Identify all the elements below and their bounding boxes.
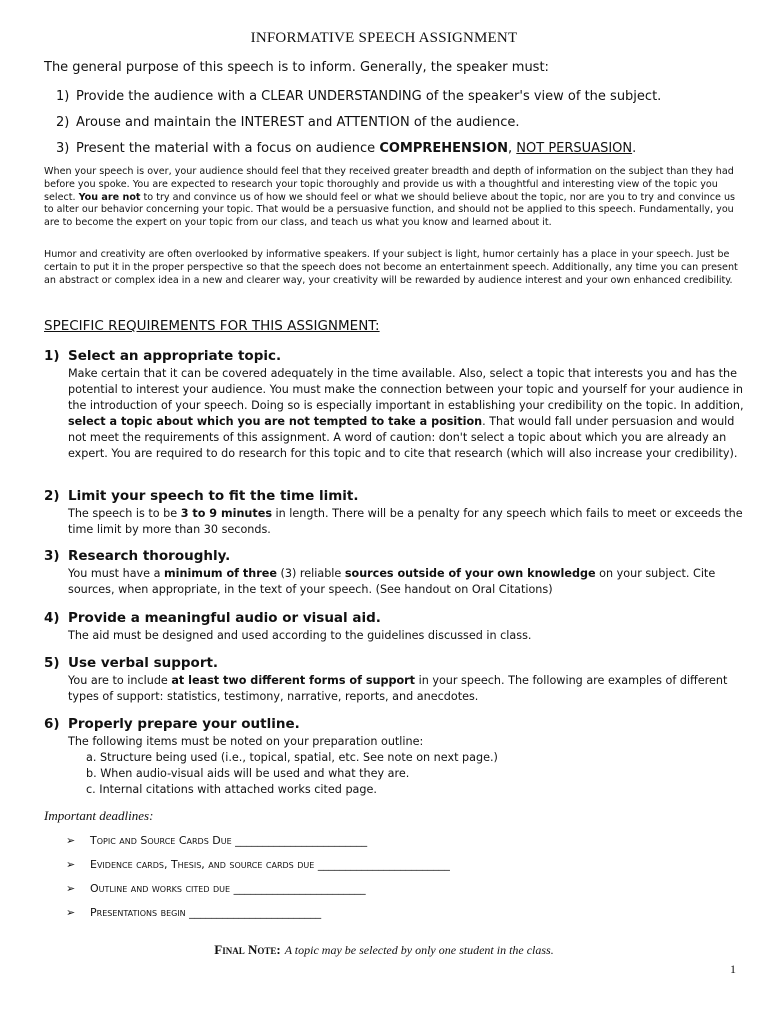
requirement-section — [44, 548, 744, 598]
requirement-number: 6) — [44, 716, 60, 732]
requirement-title — [44, 488, 744, 506]
requirement-body — [68, 566, 744, 598]
deadline-blank: ________________________ — [231, 834, 368, 847]
body-text: (3) reliable — [276, 567, 345, 580]
requirement-title-text: Provide a meaningful audio or visual aid. — [68, 610, 381, 626]
body-bold-text: select a topic about which you are not tempted to take a position — [68, 415, 483, 428]
purpose-item — [56, 114, 661, 140]
requirement-section — [44, 716, 744, 798]
body-text: The speech is to be — [68, 507, 181, 520]
deadlines-label: Important deadlines: — [44, 808, 154, 823]
deadline-label: Topic and Source Cards Due — [90, 834, 232, 847]
paragraph-text: to try and convince us of how we should feel or what we should believe about the topic, nor are you to try and convince us to alter our behavior concerning your topic. That would be a persuasive function, and should not be applied to this speech. Fundamentally, you are to become the expert on your topic from our class, and teach us what you know and learned about it. — [44, 191, 736, 229]
final-note-label: Final Note: — [214, 942, 281, 957]
requirement-number: 2) — [44, 488, 60, 504]
body-bold-text: 3 to 9 minutes — [180, 507, 272, 520]
document-title: INFORMATIVE SPEECH ASSIGNMENT — [250, 30, 518, 46]
body-bold-text: minimum of three — [164, 567, 277, 580]
paragraph-purpose — [44, 166, 738, 230]
arrow-bullet-icon: ➢ — [66, 834, 76, 847]
deadline-item — [66, 882, 450, 906]
requirement-body — [68, 734, 744, 798]
final-note-text: A topic may be selected by only one student in the class. — [284, 943, 554, 957]
requirement-title — [44, 348, 744, 366]
body-text: You must have a — [68, 567, 165, 580]
purpose-bold-text: COMPREHENSION — [379, 141, 509, 156]
requirement-title — [44, 655, 744, 673]
deadline-blank: ________________________ — [185, 906, 322, 919]
outline-item: b. When audio-visual aids will be used and what they are. — [86, 767, 410, 780]
body-text: in length. There will be a penalty for any speech which fails to meet or exceeds the time limit by more than 30 seconds. — [68, 507, 743, 536]
deadline-label: Outline and works cited due — [90, 882, 231, 895]
body-text: Make certain that it can be covered adequately in the time available. Also, select a topic that interests you and has the potential to interest your audience. You must make the connection between your topic and yourself for your audience in the introduction of your speech. Doing so is especially important in establishing your credibility on the topic. In addition, — [68, 367, 744, 412]
purpose-item — [56, 88, 661, 114]
requirement-body — [68, 673, 744, 705]
purpose-end: . — [632, 141, 637, 156]
paragraph-text: When your speech is over, your audience should feel that they received greater breadth and depth of information on the subject than they had before you spoke. You are expected to research your topic thoroughly and provide us with a thoughtful and interesting view of the topic you select. — [44, 166, 734, 203]
deadline-label: Evidence cards, Thesis, and source cards due — [90, 858, 315, 871]
body-text: You are to include — [68, 674, 172, 687]
requirement-title-text: Research thoroughly. — [68, 548, 231, 564]
purpose-underline-text: NOT PERSUASION — [516, 141, 633, 156]
outline-item: a. Structure being used (i.e., topical, spatial, etc. See note on next page.) — [86, 751, 498, 764]
requirement-body — [68, 506, 744, 538]
body-text: The following items must be noted on your preparation outline: — [68, 735, 424, 748]
deadline-item — [66, 858, 450, 882]
page-number: 1 — [730, 962, 736, 976]
requirement-number: 3) — [44, 548, 60, 564]
requirement-number: 5) — [44, 655, 60, 671]
purpose-text: Present the material with a focus on audience — [76, 141, 380, 156]
requirement-title — [44, 716, 744, 734]
outline-item: c. Internal citations with attached works cited page. — [86, 783, 377, 796]
paragraph-bold-text: You are not — [78, 191, 141, 203]
outline-item-list — [68, 750, 744, 798]
requirement-section — [44, 488, 744, 538]
requirement-title — [44, 610, 744, 628]
requirement-section — [44, 348, 744, 462]
deadline-label: Presentations begin — [90, 906, 186, 919]
purpose-item — [56, 140, 661, 166]
requirement-body: The aid must be designed and used according to the guidelines discussed in class. — [68, 629, 532, 642]
requirement-title-text: Use verbal support. — [68, 655, 219, 671]
deadline-blank: ________________________ — [230, 882, 366, 895]
arrow-bullet-icon: ➢ — [66, 882, 76, 895]
requirement-title — [44, 548, 744, 566]
deadline-blank: ________________________ — [314, 858, 450, 871]
purpose-separator: , — [508, 141, 517, 156]
final-note — [0, 942, 768, 958]
requirement-title-text: Properly prepare your outline. — [68, 716, 300, 732]
body-text: in your speech. The following are examples of different types of support: statistics, testimony, narrative, reports, and anecdotes. — [68, 674, 728, 703]
intro-text: The general purpose of this speech is to inform. Generally, the speaker must: — [44, 60, 549, 75]
requirement-title-text: Select an appropriate topic. — [68, 348, 282, 364]
body-text: . That would fall under persuasion and would not meet the requirements of this assignment. A word of caution: don't select a topic about which you are already an expert. You are required to do research for this topic and to cite that research (which will also increase your credibility). — [68, 415, 738, 460]
purpose-text: Provide the audience with a CLEAR UNDERSTANDING of the speaker's view of the subject. — [76, 89, 662, 104]
purpose-number: 3) — [56, 141, 70, 156]
paragraph-humor: Humor and creativity are often overlooked by informative speakers. If your subject is light, humor certainly has a place in your speech. Just be certain to put it in the proper perspective so that the speech does not become an entertainment speech. Additionally, any time you can present an abstract or complex idea in a new and clearer way, your creativity will be rewarded by audience interest and your own enhanced credibility. — [44, 249, 738, 286]
deadline-list — [66, 834, 450, 930]
requirements-heading: SPECIFIC REQUIREMENTS FOR THIS ASSIGNMENT: — [44, 318, 380, 334]
purpose-number: 2) — [56, 115, 70, 130]
body-text: on your subject. Cite sources, when appropriate, in the text of your speech. (See handout on Oral Citations) — [68, 567, 716, 596]
purpose-number: 1) — [56, 89, 70, 104]
requirement-number: 1) — [44, 348, 60, 364]
arrow-bullet-icon: ➢ — [66, 858, 76, 871]
body-bold-text: sources outside of your own knowledge — [344, 567, 596, 580]
requirement-body — [68, 366, 744, 462]
requirement-number: 4) — [44, 610, 60, 626]
purpose-text: Arouse and maintain the INTEREST and ATTENTION of the audience. — [76, 115, 520, 130]
deadline-item — [66, 834, 450, 858]
requirement-title-text: Limit your speech to fit the time limit. — [68, 488, 359, 504]
requirement-section — [44, 655, 744, 705]
purpose-list — [56, 88, 661, 166]
body-bold-text: at least two different forms of support — [171, 674, 416, 687]
deadline-item — [66, 906, 450, 930]
requirement-section — [44, 610, 744, 644]
arrow-bullet-icon: ➢ — [66, 906, 76, 919]
